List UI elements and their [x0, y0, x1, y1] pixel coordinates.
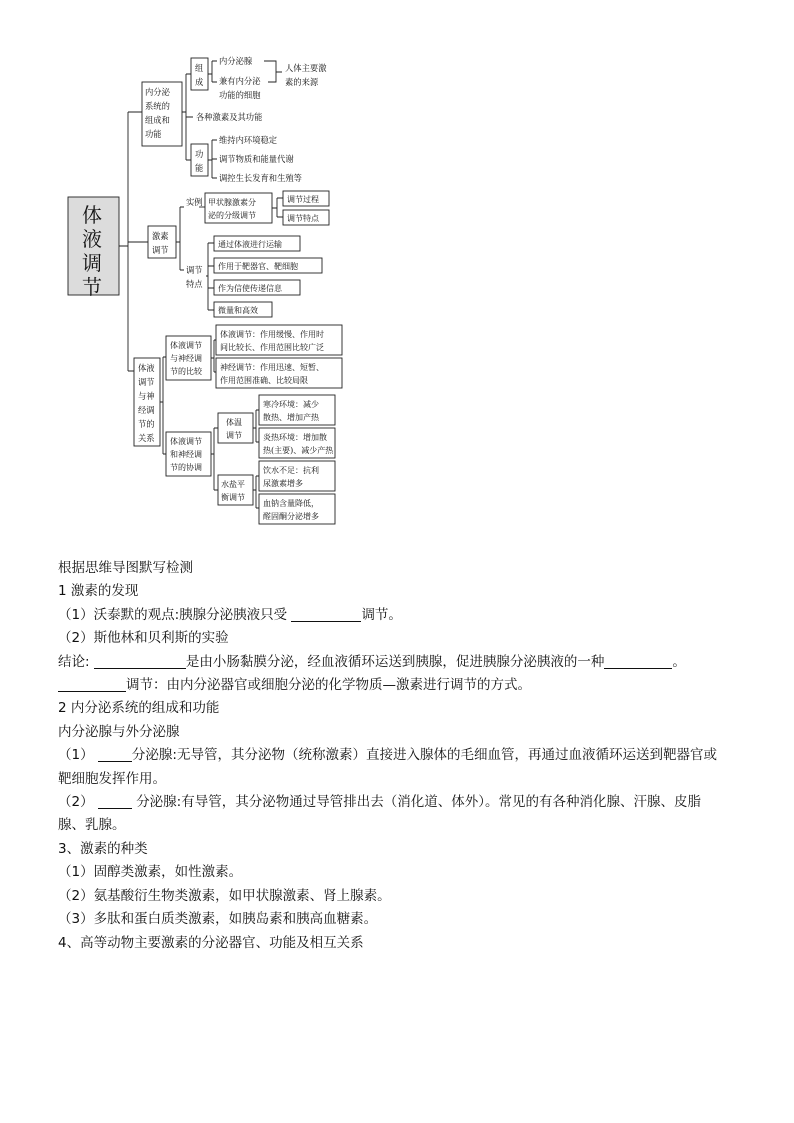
features-label: 调节 [186, 265, 203, 275]
water-item-line: 尿激素增多 [263, 479, 303, 488]
section4-title: 4、高等动物主要激素的分泌器官、功能及相互关系 [58, 934, 364, 951]
section2-title: 2 内分泌系统的组成和功能 [58, 700, 220, 717]
function-label: 功 [195, 149, 204, 159]
s1-definition-text: 调节：由内分泌器官或细胞分泌的化学物质—激素进行调节的方式。 [126, 677, 531, 694]
temp-item-line: 散热、增加产热 [263, 413, 319, 422]
feature-item: 作用于靶器官、靶细胞 [218, 262, 298, 271]
s1-conclusion-text: 是由小肠黏膜分泌，经血液循环运送到胰腺，促进胰腺分泌胰液的一种 [185, 653, 605, 670]
composition-label: 组 [195, 63, 204, 73]
water-item-line: 饮水不足：抗利 [263, 466, 319, 475]
temp-box-line: 调节 [226, 431, 242, 440]
branch1-title-line: 系统的 [145, 101, 170, 111]
s2-item2 [58, 791, 748, 814]
branch3-title: 体液 [138, 363, 155, 373]
comp-source: 人体主要激 [285, 63, 327, 73]
answer-blank[interactable] [58, 677, 126, 692]
temp-item-line: 热(主要)、减少产热 [263, 446, 334, 455]
coord-box-line: 体液调节 [170, 437, 202, 446]
s2-subtitle: 内分泌腺与外分泌腺 [58, 723, 180, 740]
root-char-3: 调 [82, 251, 102, 275]
s1-item2: （2）斯他林和贝利斯的实验 [58, 630, 229, 647]
compare-item-line: 间比较长、作用范围比较广泛 [220, 343, 324, 352]
s2-item1-text: （1） [58, 747, 94, 764]
function-item: 维持内环境稳定 [219, 135, 278, 145]
compare-box-line: 与神经调 [170, 354, 202, 363]
s1-item1-text: （1）沃泰默的观点:胰腺分泌胰液只受 [58, 606, 288, 623]
temp-item-line: 寒冷环境：减少 [263, 400, 319, 409]
branch3-title: 调节 [138, 377, 155, 387]
worksheet-heading: 根据思维导图默写检测 [58, 560, 193, 576]
temp-box-line: 体温 [226, 418, 242, 427]
water-box-line: 水盐平 [221, 480, 245, 489]
comp-source: 素的来源 [285, 77, 319, 87]
answer-blank[interactable] [98, 794, 132, 809]
compare-item-line: 神经调节：作用迅速、短暂、 [220, 363, 324, 372]
root-char-1: 体 [82, 203, 102, 227]
water-box-line: 衡调节 [221, 493, 245, 502]
branch3-title: 节的 [138, 419, 155, 429]
worksheet-text [58, 557, 748, 955]
water-item-line: 血钠含量降低， [263, 499, 319, 508]
features-label: 特点 [186, 279, 203, 289]
s2-item2-text: （2） [58, 794, 94, 811]
comp-item: 内分泌腺 [219, 56, 253, 66]
compare-item-line: 作用范围准确、比较局限 [220, 376, 308, 385]
s1-conclusion-text: 。 [672, 653, 686, 670]
feature-item: 作为信使传递信息 [218, 284, 282, 293]
compare-item-line: 体液调节：作用缓慢、作用时 [220, 330, 324, 339]
feature-item: 通过体液进行运输 [218, 240, 282, 249]
branch1-title-line: 组成和 [145, 115, 170, 125]
root-char-4: 节 [82, 275, 102, 299]
example-box-line: 泌的分级调节 [208, 211, 256, 220]
s3-item: （2）氨基酸衍生物类激素，如甲状腺激素、肾上腺素。 [58, 887, 391, 904]
hormones-item: 各种激素及其功能 [196, 112, 263, 122]
branch3-title: 经调 [138, 405, 155, 415]
branch3-title: 与神 [138, 391, 155, 401]
example-box-line: 甲状腺激素分 [208, 198, 256, 207]
s1-conclusion [58, 651, 748, 674]
s2-item1-cont: 靶细胞发挥作用。 [58, 770, 166, 787]
answer-blank[interactable] [98, 747, 132, 762]
coord-box-line: 和神经调 [170, 450, 202, 459]
s3-item: （3）多肽和蛋白质类激素，如胰岛素和胰高血糖素。 [58, 911, 378, 928]
branch2-title: 激素 [152, 231, 169, 241]
section1-title: 1 激素的发现 [58, 583, 139, 600]
temp-item-line: 炎热环境：增加散 [263, 433, 327, 442]
example-label: 实例 [186, 197, 203, 207]
answer-blank[interactable] [604, 654, 672, 669]
s2-item1-text: 分泌腺:无导管，其分泌物（统称激素）直接进入腺体的毛细血管，再通过血液循环运送到靶器官或 [131, 747, 717, 764]
water-item-line: 醛固酮分泌增多 [263, 512, 319, 521]
s1-conclusion-text: 结论: [58, 653, 90, 670]
comp-item: 功能的细胞 [219, 90, 261, 100]
branch1-title-line: 内分泌 [145, 87, 170, 97]
answer-blank[interactable] [94, 654, 186, 669]
example-item: 调节特点 [287, 214, 319, 223]
section3-title: 3、激素的种类 [58, 840, 148, 857]
function-item: 调控生长发育和生殖等 [219, 173, 302, 183]
composition-label: 成 [195, 77, 204, 87]
branch2-title: 调节 [152, 245, 169, 255]
s1-definition [58, 674, 748, 697]
s1-item1-text: 调节。 [361, 606, 402, 623]
s2-item2-text: 分泌腺:有导管，其分泌物通过导管排出去（消化道、体外）。常见的有各种消化腺、汗腺、皮脂 [136, 794, 701, 811]
answer-blank[interactable] [291, 607, 361, 622]
compare-box-line: 体液调节 [170, 341, 202, 350]
s1-item1 [58, 604, 748, 627]
branch1-title-line: 功能 [145, 129, 162, 139]
s3-item: （1）固醇类激素，如性激素。 [58, 864, 243, 881]
compare-box-line: 节的比较 [170, 367, 202, 376]
s2-item2-cont: 腺、乳腺。 [58, 817, 126, 834]
function-item: 调节物质和能量代谢 [219, 154, 294, 164]
mind-map [0, 0, 794, 540]
coord-box-line: 节的协调 [170, 463, 202, 472]
feature-item: 微量和高效 [218, 306, 258, 315]
example-item: 调节过程 [287, 195, 319, 204]
branch3-title: 关系 [138, 433, 155, 443]
s2-item1 [58, 744, 748, 767]
comp-item: 兼有内分泌 [219, 76, 261, 86]
root-char-2: 液 [82, 227, 102, 251]
function-label: 能 [195, 163, 204, 173]
